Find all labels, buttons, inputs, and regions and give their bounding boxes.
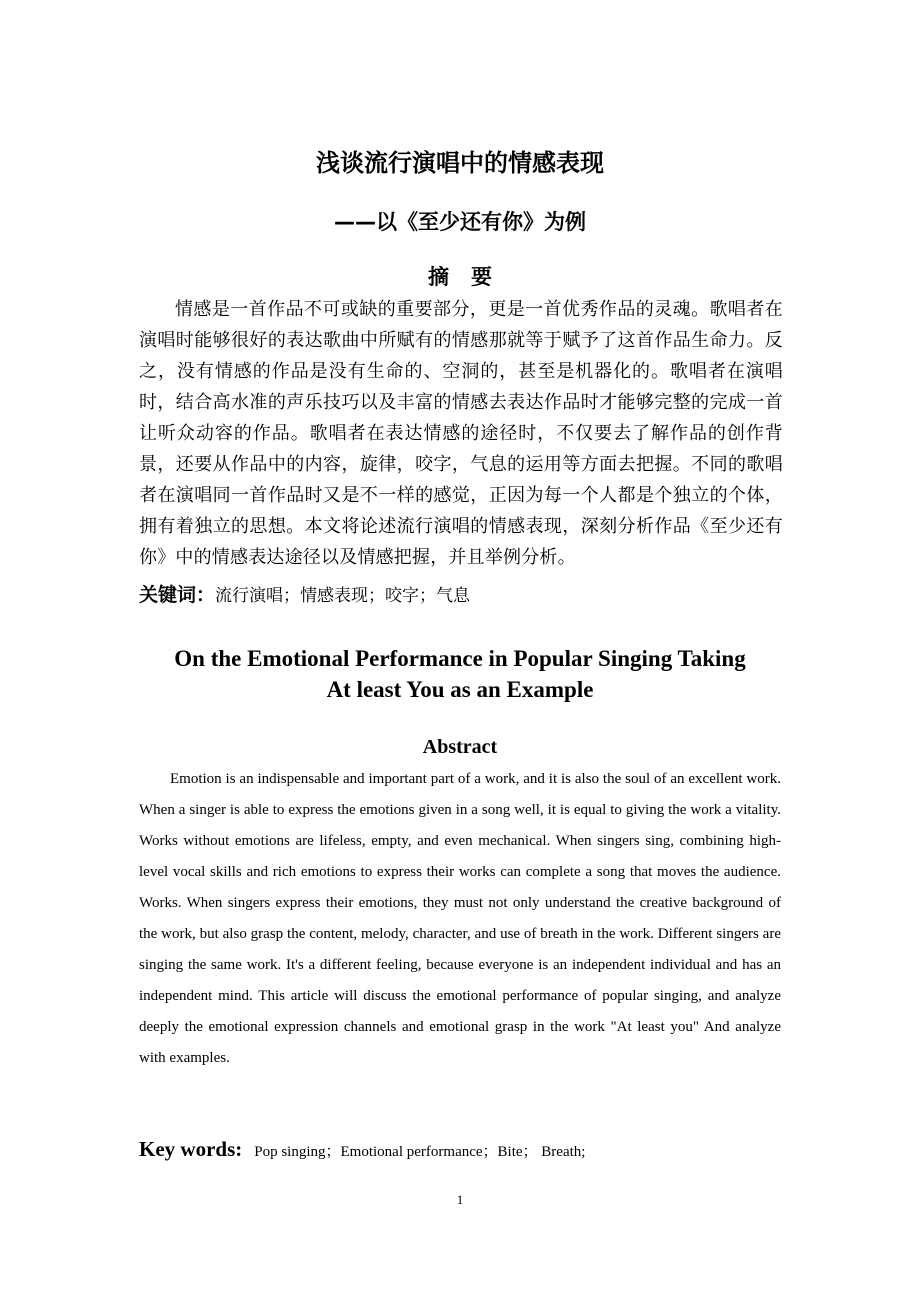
english-title-line-1: On the Emotional Performance in Popular Singing Taking [174, 646, 746, 671]
page-title: 浅谈流行演唱中的情感表现 [316, 149, 604, 177]
page-subtitle: ——以《至少还有你》为例 [334, 210, 586, 234]
keywords-label-en: Key words: [139, 1137, 243, 1161]
page-number: 1 [456, 1192, 464, 1207]
abstract-heading-cn: 摘要 [428, 265, 514, 289]
keywords-value-en: Pop singing；Emotional performance；Bite； Breath; [254, 1144, 586, 1160]
abstract-body-en: Emotion is an indispensable and important part of a work, and it is also the soul of an excellent work. When a singer is able to express the emotions given in a song well, it is equal to giving the work a vitality. Works without emotions are lifeless, empty, and even mechanical. When singers sing, combining high-level vocal skills and rich emotions to express their works can complete a song that moves the audience. Works. When singers express their emotions, they must not only understand the creative background of the work, but also grasp the content, melody, character, and use of breath in the work. Different singers are singing the same work. It's a different feeling, because everyone is an independent individual and has an independent mind. This article will discuss the emotional performance of popular singing, and analyze deeply the emotional expression channels and emotional grasp in the work "At least you" And analyze with examples. [139, 771, 781, 1066]
keywords-en [139, 1134, 799, 1167]
english-title [100, 643, 820, 705]
abstract-body-cn: 情感是一首作品不可或缺的重要部分，更是一首优秀作品的灵魂。歌唱者在演唱时能够很好的表达歌曲中所赋有的情感那就等于赋予了这首作品生命力。反之，没有情感的作品是没有生命的、空洞的，甚至是机器化的。歌唱者在演唱时，结合高水准的声乐技巧以及丰富的情感去表达作品时才能够完整的完成一首让听众动容的作品。歌唱者在表达情感的途径时，不仅要去了解作品的创作背景，还要从作品中的内容，旋律，咬字，气息的运用等方面去把握。不同的歌唱者在演唱同一首作品时又是不一样的感觉，正因为每一个人都是个独立的个体，拥有着独立的思想。本文将论述流行演唱的情感表现，深刻分析作品《至少还有你》中的情感表达途径以及情感把握，并且举例分析。 [139, 299, 783, 568]
english-title-line-2: At least You as an Example [326, 677, 594, 702]
abstract-heading-en: Abstract [422, 736, 498, 758]
keywords-label-cn: 关键词： [139, 584, 216, 606]
keywords-value-cn: 流行演唱；情感表现；咬字；气息 [215, 586, 471, 606]
keywords-cn [139, 580, 783, 611]
